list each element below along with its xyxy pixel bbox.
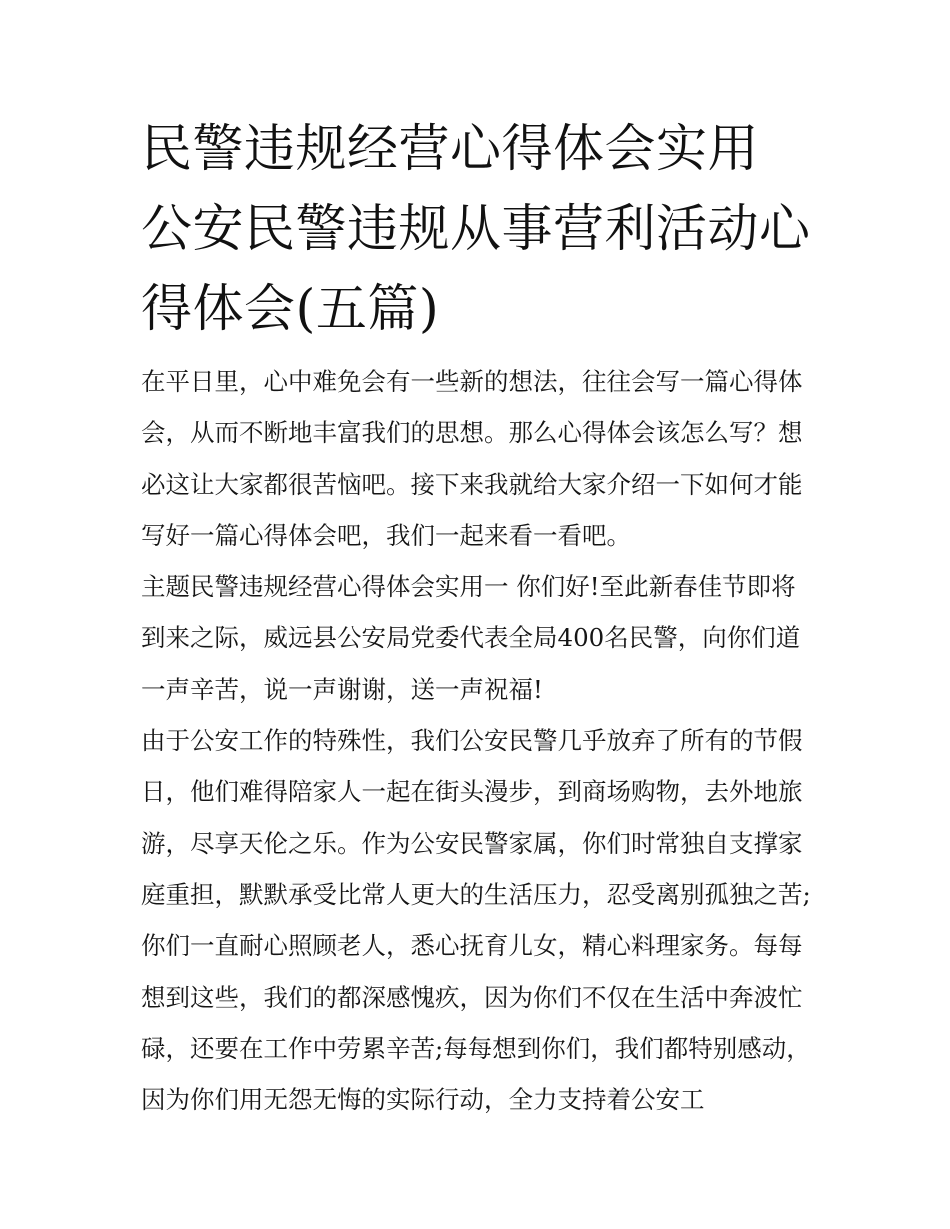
paragraph-intro: 在平日里，心中难免会有一些新的想法，往往会写一篇心得体会，从而不断地丰富我们的思想。那么心得体会该怎么写？想必这让大家都很苦恼吧。接下来我就给大家介绍一下如何才能写好一篇心得体会吧，我们一起来看一看吧。 [141, 367, 803, 550]
document-title: 民警违规经营心得体会实用 公安民警违规从事营利活动心得体会(五篇) [141, 120, 811, 339]
paragraph-greeting: 主题民警违规经营心得体会实用一 你们好!至此新春佳节即将到来之际，威远县公安局党委代表全局400名民警，向你们道一声辛苦，说一声谢谢，送一声祝福! [141, 572, 801, 704]
paragraph-family-support: 由于公安工作的特殊性，我们公安民警几乎放弃了所有的节假日，他们难得陪家人一起在街头漫步，到商场购物，去外地旅游，尽享天伦之乐。作为公安民警家属，你们时常独自支撑家庭重担，默默承受比常人更大的生活压力，忍受离别孤独之苦;你们一直耐心照顾老人，悉心抚育儿女，精心料理家务。每每想到这些，我们的都深感愧疚，因为你们不仅在生活中奔波忙碌，还要在工作中劳累辛苦;每每想到你们，我们都特别感动，因为你们用无怨无悔的实际行动，全力支持着公安工 [141, 726, 811, 1115]
document-body [141, 356, 819, 1125]
